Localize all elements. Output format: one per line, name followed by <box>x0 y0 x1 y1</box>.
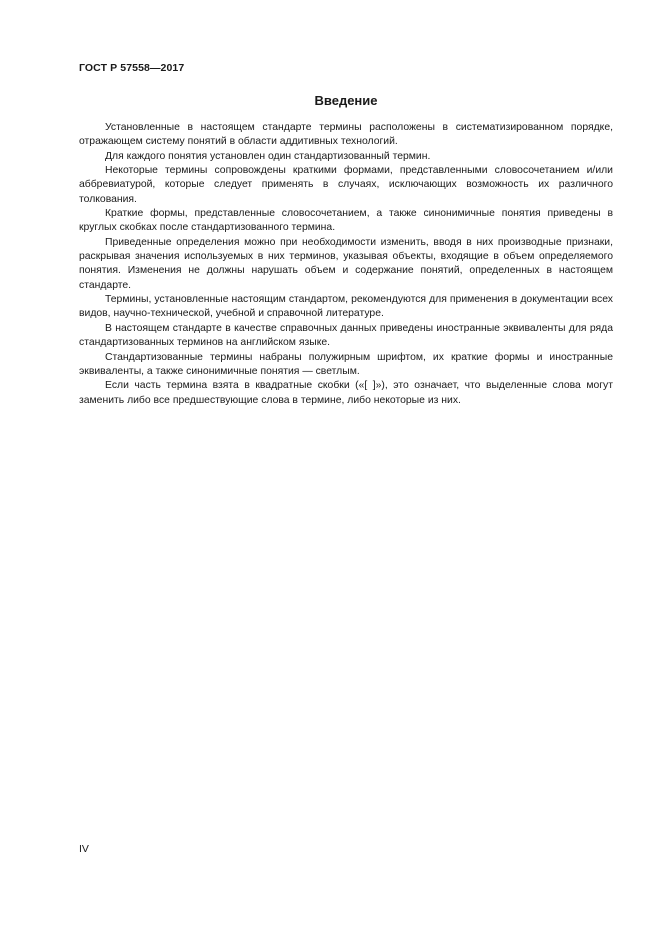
paragraph: Стандартизованные термины набраны полужирным шрифтом, их краткие формы и иностранные эквиваленты, а также синонимичные понятия — светлым. <box>79 351 613 377</box>
paragraph: Термины, установленные настоящим стандартом, рекомендуются для применения в документации всех видов, научно-технической, учебной и справочной литературе. <box>79 294 613 320</box>
paragraph: Установленные в настоящем стандарте термины расположены в систематизированном порядке, отражающем систему понятий в области аддитивных технологий. <box>79 122 613 148</box>
body-text <box>79 121 613 408</box>
section-title: Введение <box>314 93 378 108</box>
paragraph: В настоящем стандарте в качестве справочных данных приведены иностранные эквиваленты для ряда стандартизованных терминов на английском языке. <box>79 322 613 349</box>
page-number: IV <box>79 843 89 855</box>
paragraph: Краткие формы, представленные словосочетанием, а также синонимичные понятия приведены в круглых скобках после стандартизованного термина. <box>79 208 613 234</box>
document-code: ГОСТ Р 57558—2017 <box>79 62 185 74</box>
paragraph: Для каждого понятия установлен один стандартизованный термин. <box>105 150 431 162</box>
paragraph: Приведенные определения можно при необходимости изменить, вводя в них производные признаки, раскрывая значения используемых в них терминов, указывая объекты, входящие в объем определяемого понятия. Изменения не должны нарушать объем и содержание понятий, определенных в настоящем стандарте. <box>79 236 613 291</box>
paragraph: Если часть термина взята в квадратные скобки («[ ]»), это означает, что выделенные слова могут заменить либо все предшествующие слова в термине, либо некоторые из них. <box>79 380 613 406</box>
paragraph: Некоторые термины сопровождены краткими формами, представленными словосочетанием и/или аббревиатурой, которые следует применять в случаях, исключающих возможность их различного толкования. <box>79 165 613 205</box>
